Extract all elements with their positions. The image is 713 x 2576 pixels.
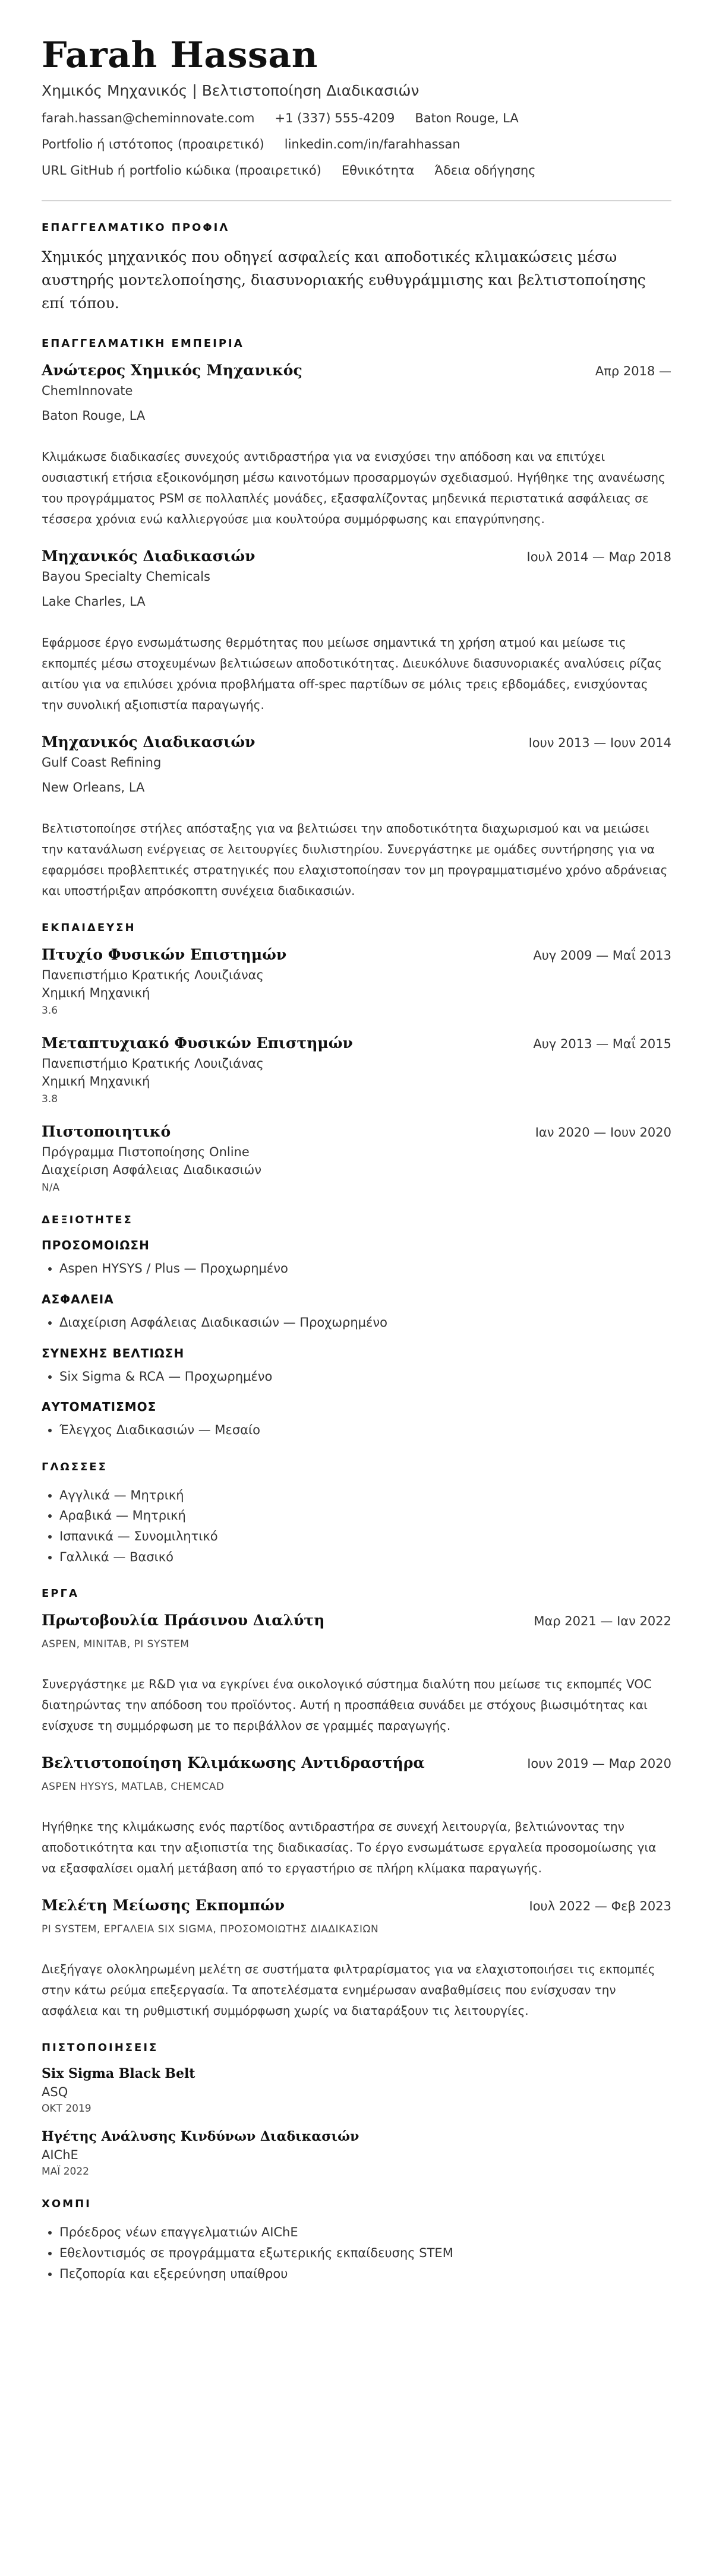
job-location: New Orleans, LA	[42, 780, 145, 795]
profile-summary: Χημικός μηχανικός που οδηγεί ασφαλείς και αποδοτικές κλιμακώσεις μέσω αυστηρής μοντελοποίησης, διασυνοριακής ευθυγράμμισης και βελτιστοποίησης επί τόπου.	[42, 248, 646, 312]
section-title-languages: ΓΛΩΣΣΕΣ	[42, 1460, 108, 1473]
company: Gulf Coast Refining	[42, 755, 162, 770]
hobby-item: • Εθελοντισμός σε προγράμματα εξωτερικής εκπαίδευσης STEM	[59, 2243, 671, 2264]
section-title-experience: ΕΠΑΓΓΕΛΜΑΤΙΚΗ ΕΜΠΕΙΡΙΑ	[42, 337, 244, 350]
job-description: Εφάρμοσε έργο ενσωμάτωσης θερμότητας που μείωσε σημαντικά τη χρήση ατμού και μείωσε τις εκπομπές μέσω στοχευμένων βελτιώσεων αποδοτικότητας. Διευκόλυνε διασυνοριακές αναλύσεις ρίζας αιτίου για να επιλύσει χρόνια προβλήματα off-spec παρτίδων σε μόλις τρεις εβδομάδες, ενισχύοντας την συνολική αξιοπιστία παραγωγής.	[42, 635, 662, 713]
skill-group	[42, 1292, 671, 1333]
company: Bayou Specialty Chemicals	[42, 569, 210, 584]
skill-group	[42, 1400, 671, 1441]
education-date: Αυγ 2013 — Μαΐ 2015	[533, 1037, 671, 1052]
location: Baton Rouge, LA	[415, 111, 519, 125]
portfolio-link[interactable]: Portfolio ή ιστότοπος (προαιρετικό)	[42, 137, 264, 151]
degree-title: Πτυχίο Φυσικών Επιστημών	[42, 946, 287, 964]
certification-issuer: AIChE	[42, 2148, 78, 2163]
certification-issuer: ASQ	[42, 2085, 68, 2100]
skill-item: • Διαχείριση Ασφάλειας Διαδικασιών — Προχωρημένο	[59, 1312, 671, 1333]
email[interactable]: farah.hassan@cheminnovate.com	[42, 111, 255, 125]
extra-row	[42, 163, 671, 178]
language-item: • Γαλλικά — Βασικό	[59, 1547, 671, 1568]
language-item: • Αγγλικά — Μητρική	[59, 1485, 671, 1506]
links-row	[42, 137, 671, 151]
education-entry	[42, 946, 671, 1017]
project-entry	[42, 1897, 671, 2021]
skill-group	[42, 1238, 671, 1279]
project-entry	[42, 1612, 671, 1736]
language-list	[42, 1485, 671, 1568]
project-entry	[42, 1754, 671, 1879]
job-date: Ιουν 2013 — Ιουν 2014	[528, 736, 671, 751]
nationality: Εθνικότητα	[341, 163, 415, 178]
section-title-summary: ΕΠΑΓΓΕΛΜΑΤΙΚΟ ΠΡΟΦΙΛ	[42, 221, 230, 234]
job-location: Lake Charles, LA	[42, 594, 146, 609]
language-item: • Ισπανικά — Συνομιλητικό	[59, 1526, 671, 1547]
certification-date: ΟΚΤ 2019	[42, 2103, 92, 2115]
project-tech: PI SYSTEM, ΕΡΓΑΛΕΙΑ SIX SIGMA, ΠΡΟΣΟΜΟΙΩΤΗΣ ΔΙΑΔΙΚΑΣΙΩΝ	[42, 1923, 379, 1936]
linkedin-link[interactable]: linkedin.com/in/farahhassan	[284, 137, 460, 151]
job-description: Κλιμάκωσε διαδικασίες συνεχούς αντιδραστήρα για να ενισχύσει την απόδοση και να επιτύχει ουσιαστική ετήσια εξοικονόμηση μέσω καινοτόμων προσαρμογών σχεδιασμού. Ηγήθηκε της ανανέωσης του προγράμματος PSM σε πολλαπλές μονάδες, εξασφαλίζοντας μηδενικά περιστατικά ασφάλειας σε τέσσερα χρόνια ενώ καλλιεργούσε μια κουλτούρα συμμόρφωσης και επαγρύπνησης.	[42, 450, 665, 527]
project-tech: ASPEN HYSYS, MATLAB, CHEMCAD	[42, 1781, 225, 1793]
education-entry	[42, 1034, 671, 1105]
project-description: Συνεργάστηκε με R&D για να εγκρίνει ένα οικολογικό σύστημα διαλύτη που μείωσε τις εκπομπές VOC διατηρώντας την απόδοση του προϊόντος. Αυτή η προσπάθεια συνάδει με στόχους βιωσιμότητας και ενίσχυσε τη συμμόρφωση με το περιβάλλον σε γραμμές παραγωγής.	[42, 1677, 652, 1733]
skill-item: • Aspen HYSYS / Plus — Προχωρημένο	[59, 1258, 671, 1279]
company: ChemInnovate	[42, 384, 133, 398]
project-title: Μελέτη Μείωσης Εκπομπών	[42, 1897, 285, 1914]
section-title-education: ΕΚΠΑΙΔΕΥΣΗ	[42, 922, 136, 935]
school: Πανεπιστήμιο Κρατικής Λουιζιάνας	[42, 968, 264, 983]
hobby-list	[42, 2222, 671, 2284]
section-title-projects: ΕΡΓΑ	[42, 1587, 79, 1600]
candidate-title: Χημικός Μηχανικός | Βελτιστοποίηση Διαδικασιών	[42, 82, 419, 99]
field-of-study: Διαχείριση Ασφάλειας Διαδικασιών	[42, 1163, 261, 1178]
header-divider	[42, 200, 671, 201]
gpa: N/A	[42, 1182, 60, 1194]
github-link[interactable]: URL GitHub ή portfolio κώδικα (προαιρετικό)	[42, 163, 321, 178]
skill-group	[42, 1346, 671, 1387]
gpa: 3.6	[42, 1005, 58, 1017]
hobby-item: • Πεζοπορία και εξερεύνηση υπαίθρου	[59, 2264, 671, 2284]
language-item: • Αραβικά — Μητρική	[59, 1505, 671, 1526]
project-date: Ιουλ 2022 — Φεβ 2023	[529, 1899, 671, 1914]
job-location: Baton Rouge, LA	[42, 409, 146, 423]
candidate-name: Farah Hassan	[42, 34, 318, 76]
field-of-study: Χημική Μηχανική	[42, 986, 150, 1001]
job-date: Απρ 2018 —	[595, 364, 671, 379]
project-date: Μαρ 2021 — Ιαν 2022	[534, 1614, 671, 1629]
experience-entry	[42, 548, 671, 716]
section-title-skills: ΔΕΞΙΟΤΗΤΕΣ	[42, 1214, 133, 1227]
hobby-item: • Πρόεδρος νέων επαγγελματιών AIChE	[59, 2222, 671, 2243]
project-title: Πρωτοβουλία Πράσινου Διαλύτη	[42, 1612, 325, 1629]
skill-category: ΑΣΦΑΛΕΙΑ	[42, 1292, 114, 1306]
school: Πανεπιστήμιο Κρατικής Λουιζιάνας	[42, 1056, 264, 1071]
job-title: Μηχανικός Διαδικασιών	[42, 733, 255, 751]
skill-category: ΠΡΟΣΟΜΟΙΩΣΗ	[42, 1238, 150, 1253]
degree-title: Μεταπτυχιακό Φυσικών Επιστημών	[42, 1034, 353, 1052]
job-date: Ιουλ 2014 — Μαρ 2018	[526, 550, 671, 565]
skill-item: • Έλεγχος Διαδικασιών — Μεσαίο	[59, 1420, 671, 1441]
experience-entry	[42, 362, 671, 530]
section-title-certifications: ΠΙΣΤΟΠΟΙΗΣΕΙΣ	[42, 2042, 159, 2055]
education-entry	[42, 1123, 671, 1194]
project-description: Ηγήθηκε της κλιμάκωσης ενός παρτίδος αντιδραστήρα σε συνεχή λειτουργία, βελτιώνοντας την αποδοτικότητα και την αξιοπιστία της διαδικασίας. Το έργο ενσωμάτωσε εργαλεία προσομοίωσης για να εξασφαλίσει ομαλή μετάβαση από το εργαστήριο σε πλήρη κλίμακα παραγωγής.	[42, 1819, 657, 1876]
contact-row	[42, 111, 671, 125]
certification-entry	[42, 2066, 671, 2115]
project-date: Ιουν 2019 — Μαρ 2020	[527, 1757, 671, 1771]
driving-license: Άδεια οδήγησης	[434, 163, 536, 178]
certification-title: Ηγέτης Ανάλυσης Κινδύνων Διαδικασιών	[42, 2129, 359, 2145]
certification-title: Six Sigma Black Belt	[42, 2066, 195, 2082]
education-date: Ιαν 2020 — Ιουν 2020	[535, 1125, 671, 1140]
skill-category: ΑΥΤΟΜΑΤΙΣΜΟΣ	[42, 1400, 157, 1414]
experience-entry	[42, 733, 671, 901]
skill-category: ΣΥΝΕΧΗΣ ΒΕΛΤΙΩΣΗ	[42, 1346, 185, 1360]
skill-item: • Six Sigma & RCA — Προχωρημένο	[59, 1366, 671, 1387]
project-tech: ASPEN, MINITAB, PI SYSTEM	[42, 1638, 190, 1651]
degree-title: Πιστοποιητικό	[42, 1123, 171, 1141]
certification-entry	[42, 2129, 671, 2178]
field-of-study: Χημική Μηχανική	[42, 1074, 150, 1089]
phone[interactable]: +1 (337) 555-4209	[275, 111, 395, 125]
job-title: Μηχανικός Διαδικασιών	[42, 548, 255, 565]
gpa: 3.8	[42, 1093, 58, 1106]
job-description: Βελτιστοποίησε στήλες απόσταξης για να βελτιώσει την αποδοτικότητα διαχωρισμού και να μειώσει την κατανάλωση ενέργειας σε λειτουργίες διυλιστηρίου. Συνεργάστηκε με ομάδες συντήρησης για να εφαρμόσει προβλεπτικές στρατηγικές που ελαχιστοποίησαν τον μη προγραμματισμένο χρόνο αδράνειας και υποστήριξαν απρόσκοπτη συνέχεια διαδικασιών.	[42, 821, 668, 898]
education-date: Αυγ 2009 — Μαΐ 2013	[533, 948, 671, 963]
certification-date: ΜΑΪ 2022	[42, 2166, 89, 2178]
project-description: Διεξήγαγε ολοκληρωμένη μελέτη σε συστήματα φιλτραρίσματος για να ελαχιστοποιήσει τις εκπομπές στην κάτω ρεύμα επεξεργασία. Τα αποτελέσματα ενημέρωσαν αναβαθμίσεις που ενίσχυσαν την ασφάλεια και τη ρυθμιστική συμμόρφωση χωρίς να διαταράξουν τις λειτουργίες.	[42, 1962, 655, 2018]
project-title: Βελτιστοποίηση Κλιμάκωσης Αντιδραστήρα	[42, 1754, 425, 1772]
section-title-hobbies: ΧΟΜΠΙ	[42, 2198, 92, 2211]
job-title: Ανώτερος Χημικός Μηχανικός	[42, 362, 302, 379]
school: Πρόγραμμα Πιστοποίησης Online	[42, 1145, 250, 1160]
